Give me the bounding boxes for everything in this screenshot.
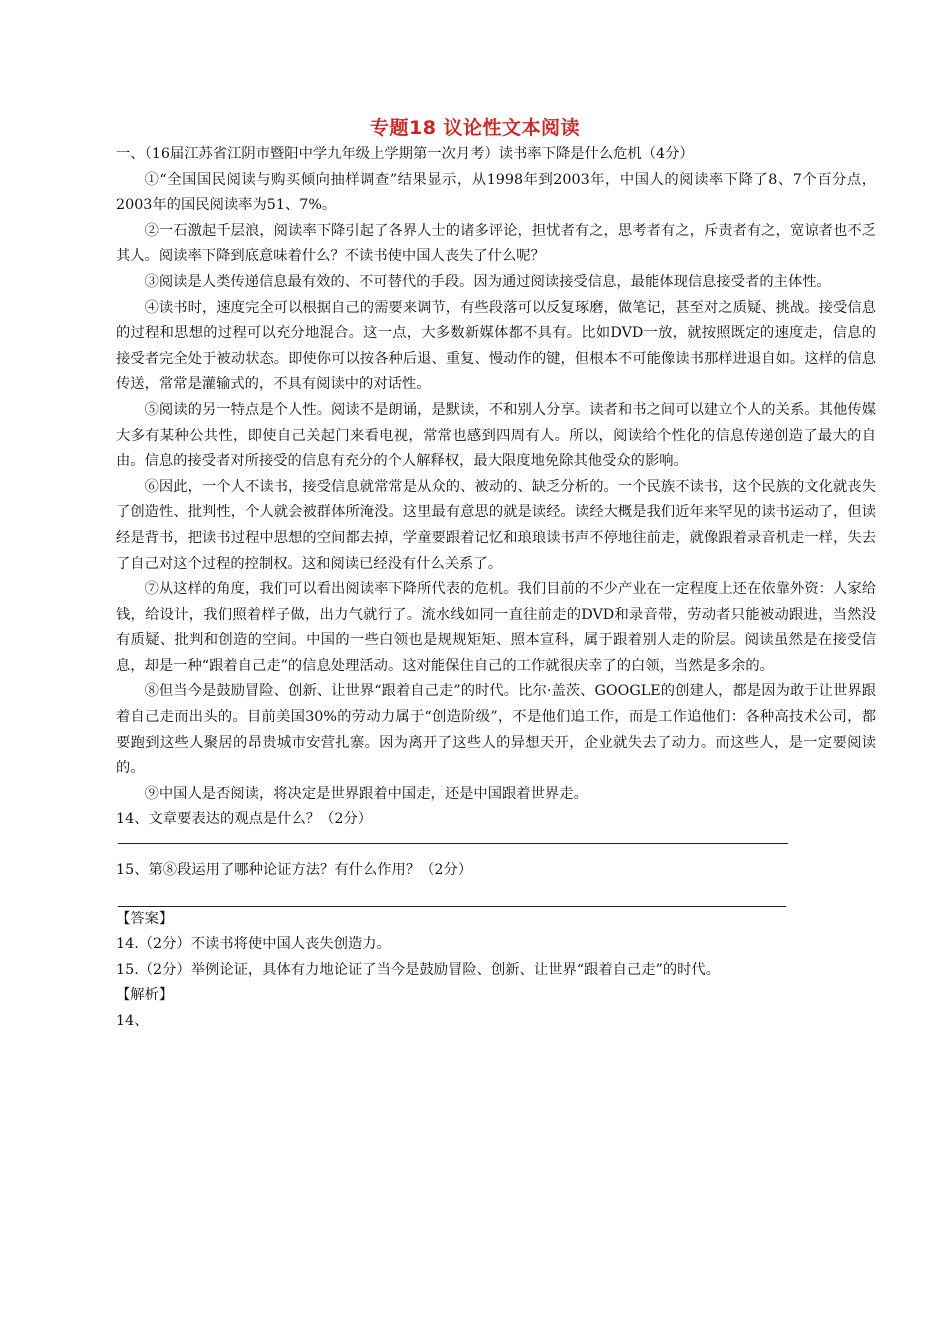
- answer-heading: 【答案】: [116, 910, 174, 927]
- paragraph-4: ④读书时，速度完全可以根据自己的需要来调节，有些段落可以反复琢磨，做笔记，甚至对之质疑、挑战。接受信息的过程和思想的过程可以充分地混合。这一点，大多数新媒体都不具有。比如DVD一放，就按照既定的速度走，信息的接受者完全处于被动状态。即使你可以按各种后退、重复、慢动作的键，但根本不可能像读书那样进退自如。这样的信息传送，常常是灌输式的，不具有阅读中的对话性。: [116, 299, 876, 393]
- question-intro: 一、（16届江苏省江阴市暨阳中学九年级上学期第一次月考）读书率下降是什么危机（4分）: [116, 146, 694, 162]
- paragraph-9: ⑨中国人是否阅读，将决定是世界跟着中国走，还是中国跟着世界走。: [144, 785, 588, 802]
- paragraph-3: ③阅读是人类传递信息最有效的、不可替代的手段。因为通过阅读接受信息，最能体现信息接受者的主体性。: [144, 273, 831, 290]
- document-body: [116, 142, 876, 1035]
- paragraph-2: ②一石激起千层浪，阅读率下降引起了各界人士的诸多评论，担忧者有之，思考者有之，斥责者有之，宽谅者也不乏其人。阅读率下降到底意味着什么？不读书使中国人丧失了什么呢？: [116, 222, 876, 265]
- answer-line-15: [118, 884, 786, 907]
- paragraph-8: ⑧但当今是鼓励冒险、创新、让世界“跟着自己走”的时代。比尔·盖茨、GOOGLE的创建人，都是因为敢于让世界跟着自己走而出头的。目前美国30%的劳动力属于“创造阶级”，不是他们追工作，而是工作追他们：各种高技术公司，都要跑到这些人聚居的昂贵城市安营扎寨。因为离开了这些人的异想天开，企业就失去了动力。而这些人，是一定要阅读的。: [116, 683, 876, 777]
- analysis-heading: 【解析】: [116, 987, 174, 1004]
- paragraph-6: ⑥因此，一个人不读书，接受信息就常常是从众的、被动的、缺乏分析的。一个民族不读书，这个民族的文化就丧失了创造性、批判性，个人就会被群体所淹没。这里最有意思的就是读经。读经大概是我们近年来罕见的读书运动了，但读经是背书，把读书过程中思想的空间都去掉，学童要跟着记忆和琅琅读书声不停地往前走，就像跟着录音机走一样，失去了自己对这个过程的控制权。这和阅读已经没有什么关系了。: [116, 478, 876, 572]
- question-14: 14、文章要表达的观点是什么？（2分）: [116, 811, 373, 828]
- question-15: 15、第⑧段运用了哪种论证方法？有什么作用？（2分）: [116, 862, 473, 879]
- answer-line-14: [118, 833, 788, 844]
- paragraph-1: ①“全国国民阅读与购买倾向抽样调查”结果显示，从1998年到2003年，中国人的阅读率下降了8、7个百分点，2003年的国民阅读率为51、7%。: [116, 171, 876, 214]
- page-title: 专题18 议论性文本阅读: [369, 117, 581, 139]
- paragraph-5: ⑤阅读的另一特点是个人性。阅读不是朗诵，是默读，不和别人分享。读者和书之间可以建立个人的关系。其他传媒大多有某种公共性，即使自己关起门来看电视，常常也感到四周有人。所以，阅读给个性化的信息传递创造了最大的自由。信息的接受者对所接受的信息有充分的个人解释权，最大限度地免除其他受众的影响。: [116, 401, 876, 470]
- answer-15: 15.（2分）举例论证，具体有力地论证了当今是鼓励冒险、创新、让世界“跟着自己走”的时代。: [116, 961, 721, 978]
- paragraph-7: ⑦从这样的角度，我们可以看出阅读率下降所代表的危机。我们目前的不少产业在一定程度上还在依靠外资：人家给钱，给设计，我们照着样子做，出力气就行了。流水线如同一直往前走的DVD和录音带，劳动者只能被动跟进，当然没有质疑、批判和创造的空间。中国的一些白领也是规规矩矩、照本宣科，属于跟着别人走的阶层。阅读虽然是在接受信息，却是一种“跟着自己走”的信息处理活动。这对能保住自己的工作就很庆幸了的白领，当然是多余的。: [116, 581, 876, 674]
- answer-14: 14.（2分）不读书将使中国人丧失创造力。: [116, 936, 391, 953]
- analysis-14: 14、: [116, 1013, 149, 1029]
